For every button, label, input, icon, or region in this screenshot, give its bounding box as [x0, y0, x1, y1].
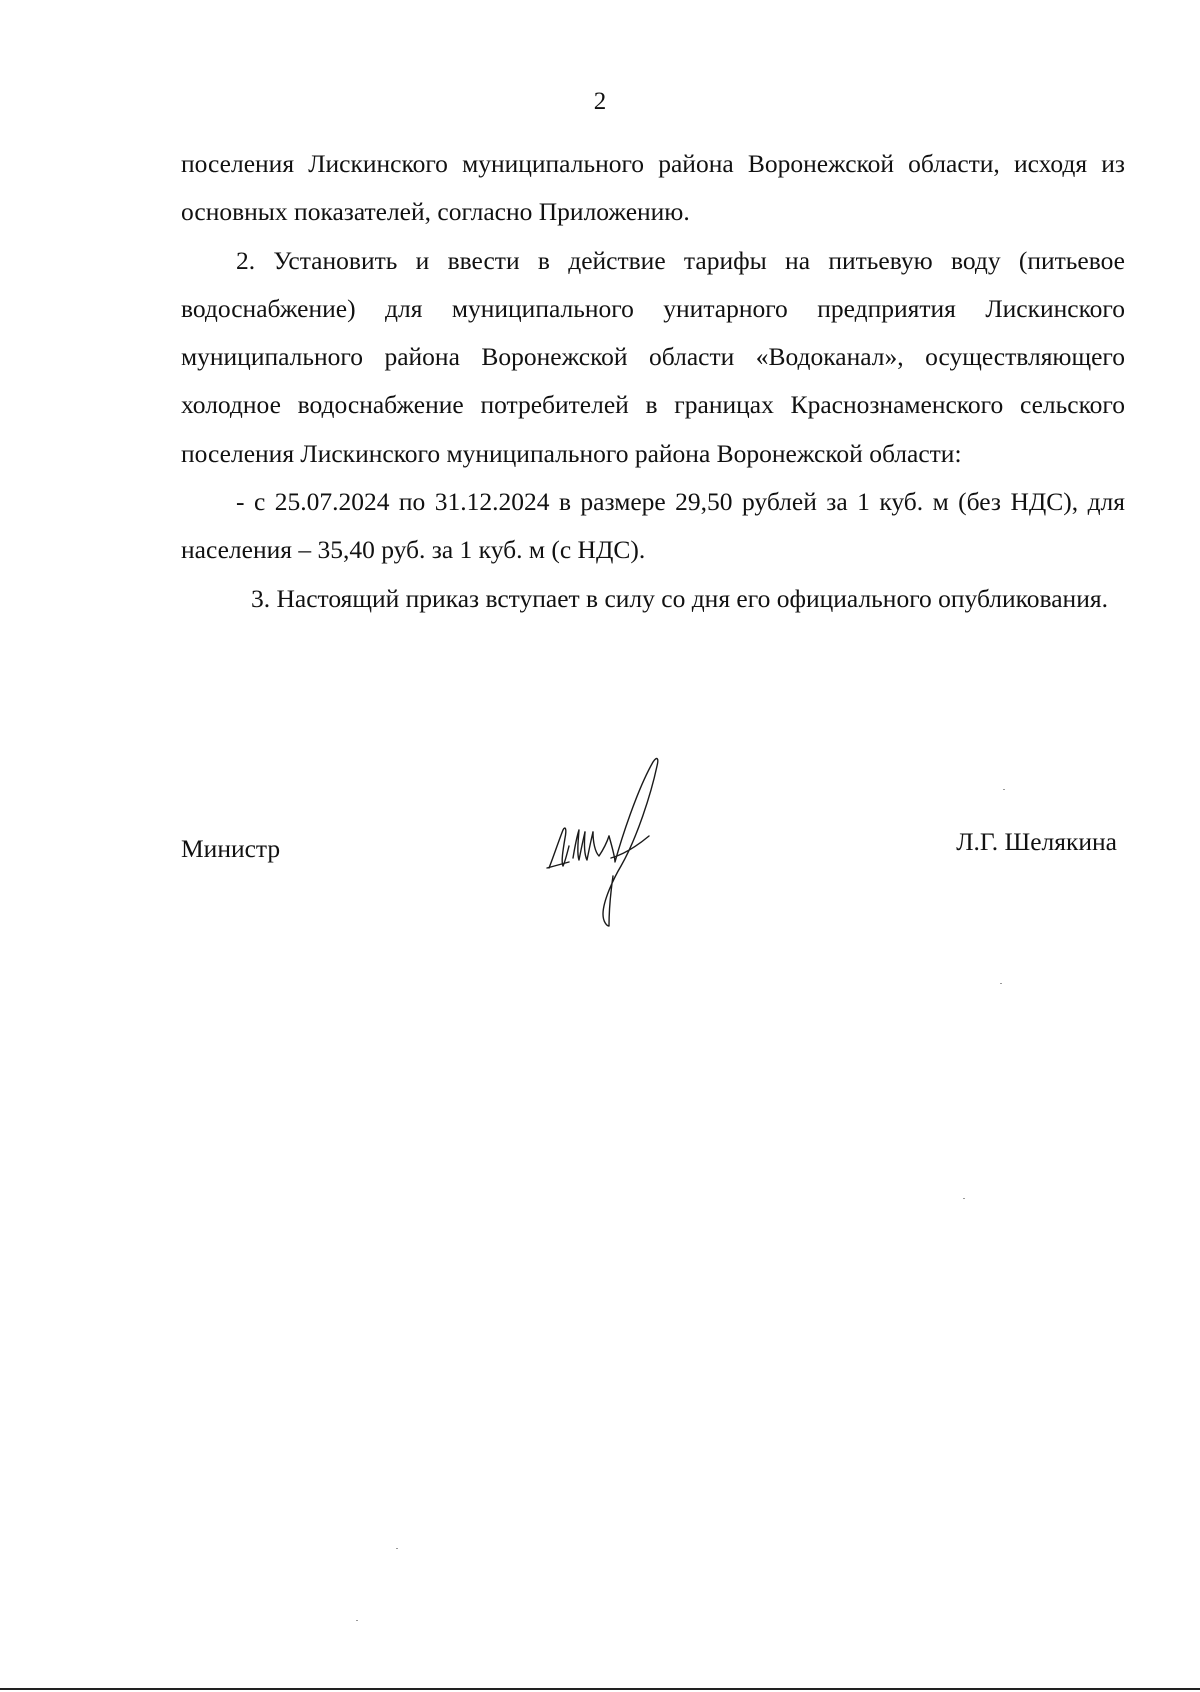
scan-speck — [356, 1620, 358, 1621]
scan-speck — [396, 1548, 398, 1549]
paragraph-tariff-establishment: 2. Установить и ввести в действие тарифы на питьевую воду (питьевое водоснабжение) для муниципального унитарного предприятия Лискинского муниципального района Воронежской области «Водоканал», осуществляющего холодное водоснабжение потребителей в границах Краснознаменского сельского поселения Лискинского муниципального района Воронежской области: — [181, 245, 1125, 468]
signature-block — [181, 750, 1125, 950]
paragraph-tariff-period: - с 25.07.2024 по 31.12.2024 в размере 29,50 рублей за 1 куб. м (без НДС), для населения – 35,40 руб. за 1 куб. м (с НДС). — [181, 487, 1125, 565]
scan-bottom-edge — [0, 1688, 1200, 1690]
signatory-name: Л.Г. Шелякина — [956, 827, 1117, 856]
scan-speck — [1003, 789, 1005, 790]
document-body — [181, 140, 1125, 623]
scan-speck — [963, 1198, 965, 1199]
paragraph-effective-date: 3. Настоящий приказ вступает в силу со дня его официального опубликования. — [251, 583, 1108, 613]
scan-speck — [1000, 983, 1002, 984]
signatory-title: Министр — [181, 834, 281, 863]
paragraph-continuation: поселения Лискинского муниципального района Воронежской области, исходя из основных показателей, согласно Приложению. — [181, 149, 1125, 227]
page-number: 2 — [593, 88, 607, 115]
handwritten-signature — [541, 750, 721, 940]
